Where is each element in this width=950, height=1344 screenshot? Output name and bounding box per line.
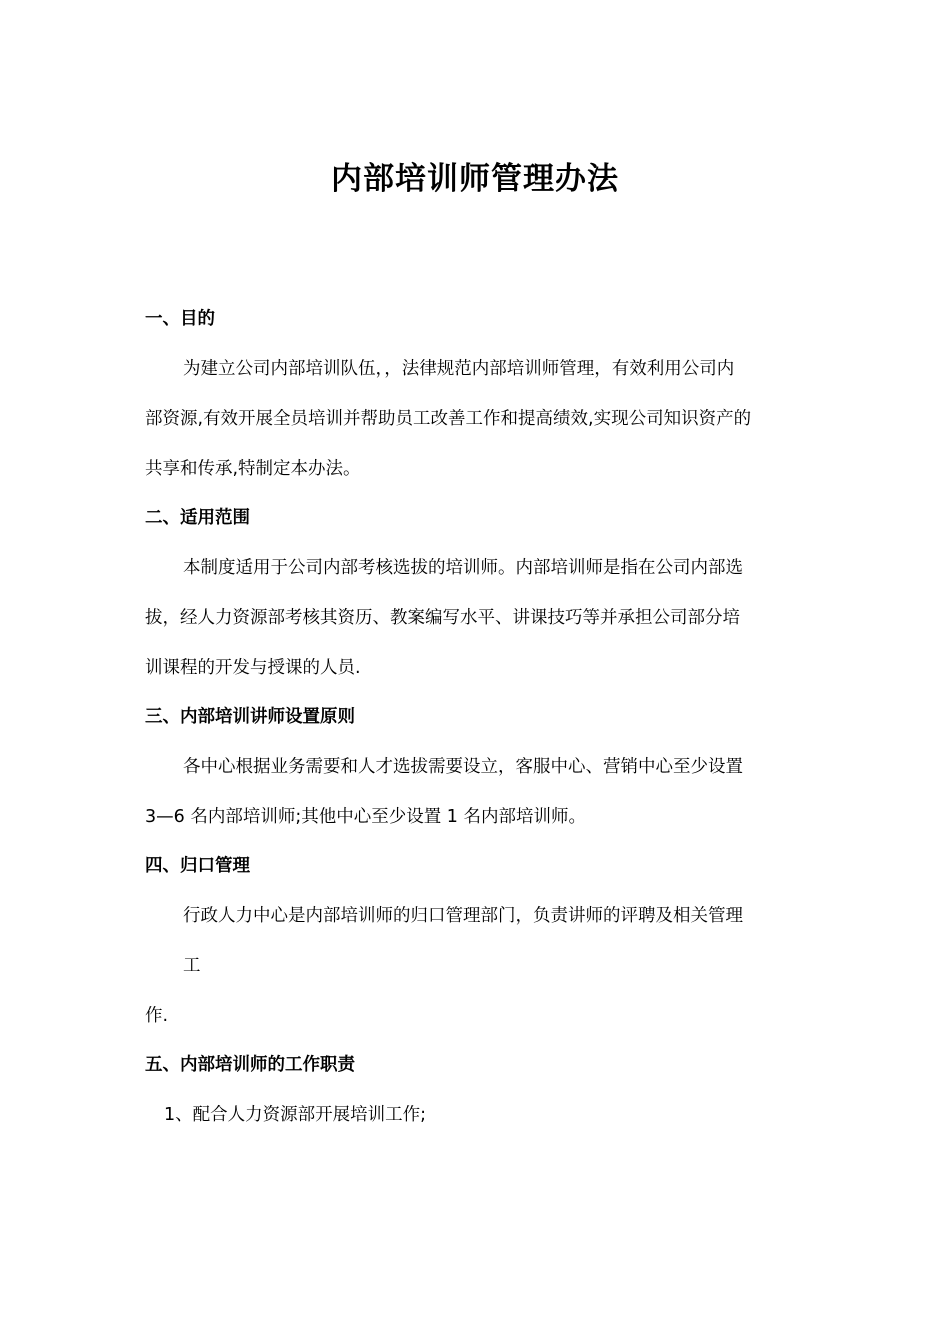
paragraph-line: 部资源,有效开展全员培训并帮助员工改善工作和提高绩效,实现公司知识资产的: [145, 409, 752, 429]
section-heading-scope: 二、适用范围: [145, 508, 250, 528]
section-heading-management: 四、归口管理: [145, 856, 250, 876]
list-item: 1、配合人力资源部开展培训工作;: [164, 1105, 427, 1125]
paragraph-line: 本制度适用于公司内部考核选拔的培训师。内部培训师是指在公司内部选: [183, 558, 743, 578]
paragraph-line: 拔，经人力资源部考核其资历、教案编写水平、讲课技巧等并承担公司部分培: [145, 608, 740, 628]
document-title: 内部培训师管理办法: [331, 161, 619, 197]
paragraph-line: 为建立公司内部培训队伍，，法律规范内部培训师管理，有效利用公司内: [183, 359, 735, 379]
paragraph-line: 作.: [145, 1006, 169, 1026]
paragraph-line: 各中心根据业务需要和人才选拔需要设立，客服中心、营销中心至少设置: [183, 757, 743, 777]
paragraph-line: 共享和传承,特制定本办法。: [145, 459, 361, 479]
section-heading-purpose: 一、目的: [145, 309, 215, 329]
paragraph-line: 工: [183, 956, 201, 976]
section-heading-duties: 五、内部培训师的工作职责: [145, 1055, 355, 1075]
paragraph-line: 3—6 名内部培训师;其他中心至少设置 1 名内部培训师。: [145, 807, 586, 827]
paragraph-line: 行政人力中心是内部培训师的归口管理部门，负责讲师的评聘及相关管理: [183, 906, 743, 926]
paragraph-line: 训课程的开发与授课的人员.: [145, 658, 361, 678]
section-heading-principles: 三、内部培训讲师设置原则: [145, 707, 355, 727]
